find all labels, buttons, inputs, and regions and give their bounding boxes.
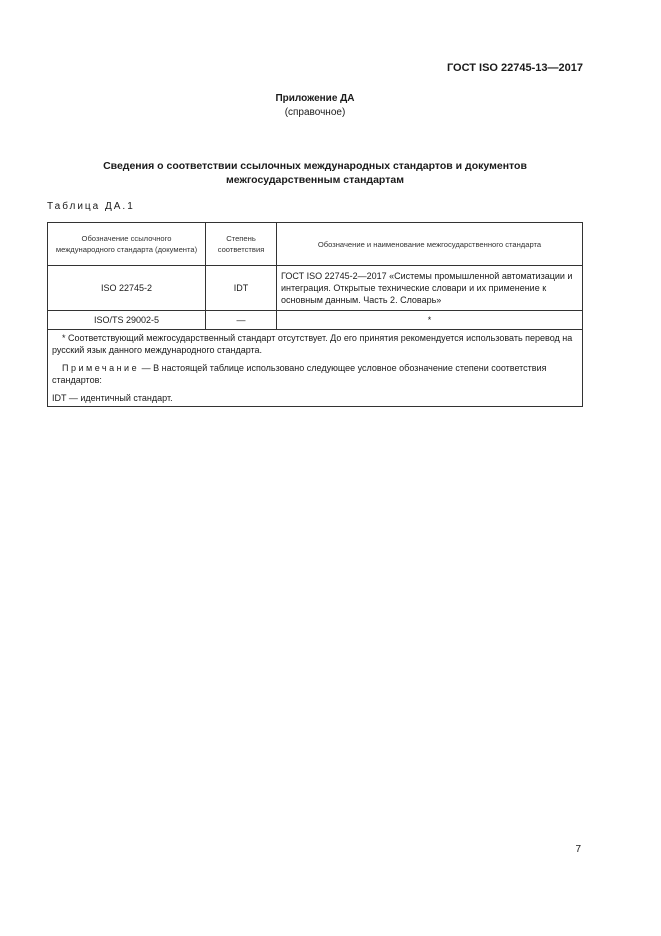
table-footnote: * Соответствующий межгосударственный стандарт отсутствует. До его принятия рекомендуется использовать перевод на русский язык данного международного стандарта. (52, 333, 573, 355)
section-title (47, 159, 583, 187)
appendix-title: Приложение ДА (275, 93, 355, 104)
cell-degree: IDT (206, 266, 277, 311)
header-degree-of-correspondence: Степень соответствия (206, 223, 277, 266)
section-title-line-2: межгосударственным стандартам (226, 174, 404, 186)
cell-reference-standard: ISO 22745-2 (48, 266, 206, 311)
appendix-subtitle: (справочное) (284, 107, 346, 118)
document-id: ГОСТ ISO 22745-13—2017 (446, 62, 583, 74)
cell-interstate-standard: * (277, 311, 583, 330)
note-idt-definition: IDT — идентичный стандарт. (52, 393, 173, 403)
note-label: Примечание (62, 363, 140, 373)
table-header-row (48, 223, 583, 266)
page-number: 7 (575, 844, 581, 855)
table-notes (48, 330, 583, 407)
table-row (48, 311, 583, 330)
appendix-heading (0, 92, 630, 120)
cell-interstate-standard: ГОСТ ISO 22745-2—2017 «Системы промышленной автоматизации и интеграция. Открытые технические словари и их применение к основным данным. Часть 2. Словарь» (277, 266, 583, 311)
header-interstate-standard: Обозначение и наименование межгосударственного стандарта (277, 223, 583, 266)
section-title-line-1: Сведения о соответствии ссылочных международных стандартов и документов (103, 160, 527, 172)
cell-reference-standard: ISO/TS 29002-5 (48, 311, 206, 330)
cell-degree: — (206, 311, 277, 330)
table-notes-row (48, 330, 583, 407)
table-row (48, 266, 583, 311)
header-reference-standard: Обозначение ссылочного международного стандарта (документа) (48, 223, 206, 266)
table-caption: Таблица ДА.1 (47, 201, 135, 212)
table-note (52, 362, 578, 386)
note-text: — В настоящей таблице использовано следующее условное обозначение степени соответствия стандартов: (52, 363, 547, 385)
correspondence-table (47, 222, 583, 407)
